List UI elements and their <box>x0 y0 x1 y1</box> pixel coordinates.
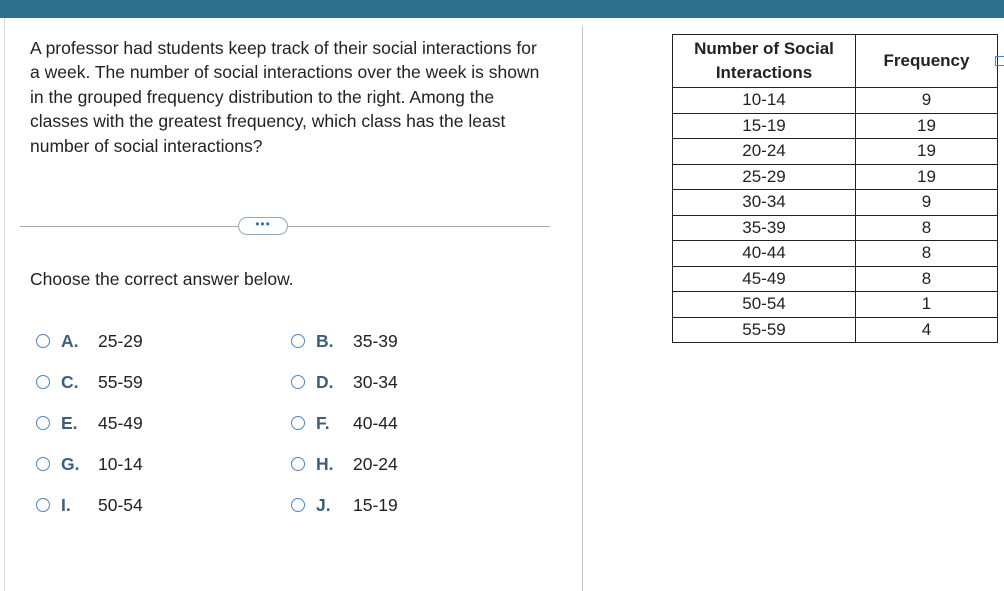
radio-button-icon[interactable] <box>291 457 305 471</box>
frequency-cell: 1 <box>856 292 998 318</box>
class-cell: 55-59 <box>673 317 856 343</box>
option-label: 45-49 <box>98 412 143 433</box>
option-label: 30-34 <box>353 371 398 392</box>
option-j[interactable] <box>291 493 398 517</box>
option-letter: G. <box>61 453 80 474</box>
table-row <box>673 292 998 318</box>
table-row <box>673 139 998 165</box>
answer-prompt: Choose the correct answer below. <box>30 269 294 289</box>
table-header-row <box>673 35 998 88</box>
option-label: 35-39 <box>353 330 398 351</box>
option-e[interactable] <box>36 411 143 435</box>
table-row <box>673 164 998 190</box>
frequency-cell: 19 <box>856 113 998 139</box>
class-cell: 20-24 <box>673 139 856 165</box>
class-cell: 45-49 <box>673 266 856 292</box>
option-letter: F. <box>316 412 330 433</box>
radio-button-icon[interactable] <box>291 498 305 512</box>
left-edge-line <box>4 18 5 591</box>
table-row <box>673 215 998 241</box>
class-cell: 30-34 <box>673 190 856 216</box>
option-b[interactable] <box>291 329 398 353</box>
question-text: A professor had students keep track of their social interactions for a week. The number of social interactions over the week is shown in the grouped frequency distribution to the right. Among the classes with the greatest frequency, which class has the least number of social interactions? <box>30 38 540 156</box>
class-cell: 25-29 <box>673 164 856 190</box>
column-header-interactions: Number of Social Interactions <box>673 35 856 88</box>
option-f[interactable] <box>291 411 398 435</box>
option-label: 25-29 <box>98 330 143 351</box>
option-label: 40-44 <box>353 412 398 433</box>
class-cell: 50-54 <box>673 292 856 318</box>
radio-button-icon[interactable] <box>36 457 50 471</box>
frequency-cell: 9 <box>856 190 998 216</box>
frequency-cell: 8 <box>856 241 998 267</box>
option-label: 15-19 <box>353 494 398 515</box>
option-a[interactable] <box>36 329 143 353</box>
option-g[interactable] <box>36 452 143 476</box>
option-letter: H. <box>316 453 334 474</box>
option-h[interactable] <box>291 452 398 476</box>
option-letter: B. <box>316 330 334 351</box>
class-cell: 10-14 <box>673 88 856 114</box>
frequency-cell: 8 <box>856 266 998 292</box>
column-header-frequency: Frequency <box>856 35 998 88</box>
frequency-cell: 9 <box>856 88 998 114</box>
panel-divider <box>582 26 583 591</box>
radio-button-icon[interactable] <box>291 375 305 389</box>
radio-button-icon[interactable] <box>36 334 50 348</box>
open-bracket-icon[interactable] <box>995 56 1004 66</box>
option-c[interactable] <box>36 370 143 394</box>
radio-button-icon[interactable] <box>36 375 50 389</box>
table-row <box>673 190 998 216</box>
table-row <box>673 88 998 114</box>
frequency-cell: 19 <box>856 139 998 165</box>
option-letter: I. <box>61 494 71 515</box>
class-cell: 40-44 <box>673 241 856 267</box>
table-row <box>673 317 998 343</box>
option-letter: E. <box>61 412 78 433</box>
frequency-cell: 8 <box>856 215 998 241</box>
frequency-cell: 19 <box>856 164 998 190</box>
table-row <box>673 113 998 139</box>
option-letter: J. <box>316 494 331 515</box>
ellipsis-icon[interactable]: ••• <box>238 217 288 235</box>
option-label: 55-59 <box>98 371 143 392</box>
option-d[interactable] <box>291 370 398 394</box>
top-bar <box>0 0 1004 18</box>
option-letter: C. <box>61 371 79 392</box>
class-cell: 35-39 <box>673 215 856 241</box>
option-label: 50-54 <box>98 494 143 515</box>
radio-button-icon[interactable] <box>36 498 50 512</box>
radio-button-icon[interactable] <box>291 334 305 348</box>
option-i[interactable] <box>36 493 143 517</box>
option-letter: A. <box>61 330 79 351</box>
option-letter: D. <box>316 371 334 392</box>
frequency-table <box>672 34 998 343</box>
class-cell: 15-19 <box>673 113 856 139</box>
option-label: 10-14 <box>98 453 143 474</box>
frequency-cell: 4 <box>856 317 998 343</box>
radio-button-icon[interactable] <box>291 416 305 430</box>
radio-button-icon[interactable] <box>36 416 50 430</box>
option-label: 20-24 <box>353 453 398 474</box>
table-row <box>673 266 998 292</box>
table-row <box>673 241 998 267</box>
